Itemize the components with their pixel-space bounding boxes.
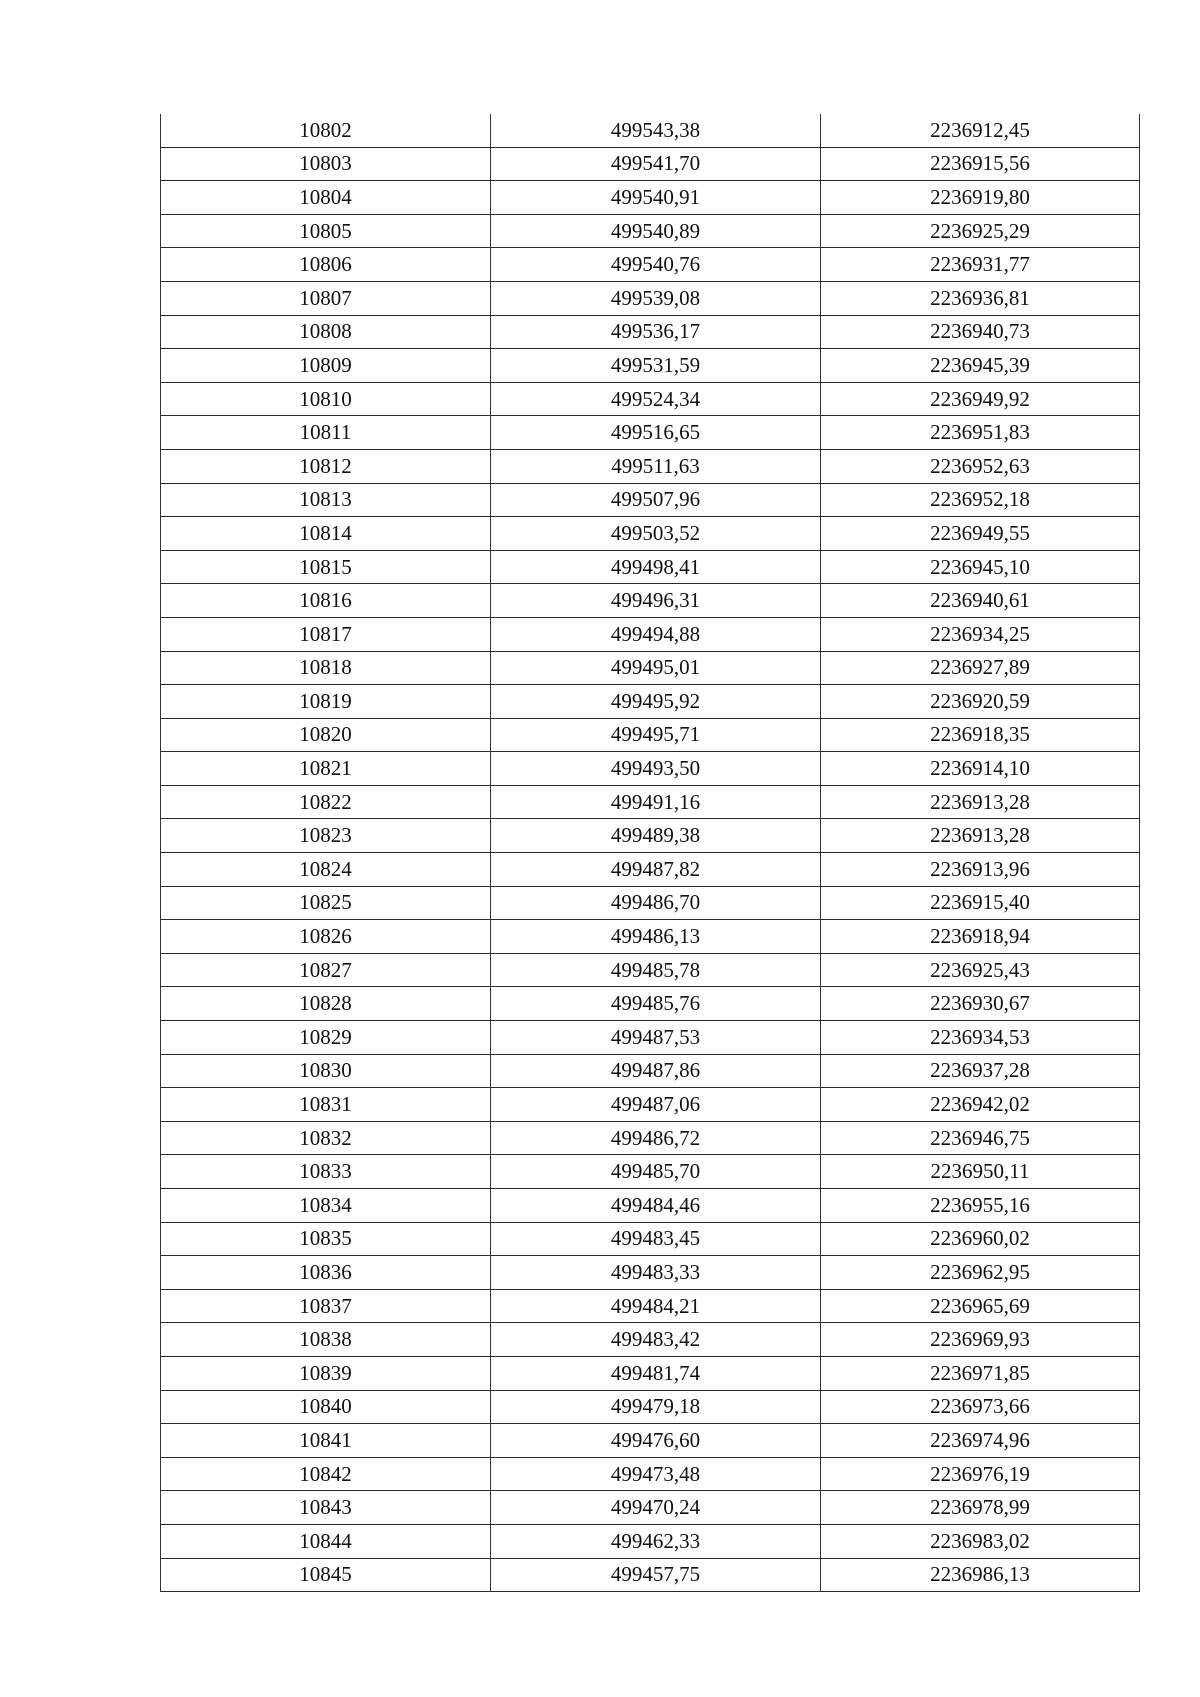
table-row (161, 114, 1140, 147)
y-coordinate-cell: 2236983,02 (821, 1524, 1140, 1558)
table-row (161, 1021, 1140, 1055)
x-coordinate-cell: 499540,89 (491, 214, 821, 248)
x-coordinate-cell: 499495,01 (491, 651, 821, 685)
x-coordinate-cell: 499485,70 (491, 1155, 821, 1189)
y-coordinate-cell: 2236918,94 (821, 920, 1140, 954)
point-number-cell: 10843 (161, 1491, 491, 1525)
table-row (161, 617, 1140, 651)
x-coordinate-cell: 499476,60 (491, 1424, 821, 1458)
x-coordinate-cell: 499462,33 (491, 1524, 821, 1558)
table-row (161, 1054, 1140, 1088)
x-coordinate-cell: 499503,52 (491, 517, 821, 551)
x-coordinate-cell: 499487,53 (491, 1021, 821, 1055)
y-coordinate-cell: 2236913,28 (821, 785, 1140, 819)
table-row (161, 953, 1140, 987)
table-row (161, 1155, 1140, 1189)
point-number-cell: 10811 (161, 416, 491, 450)
x-coordinate-cell: 499485,76 (491, 987, 821, 1021)
table-row (161, 819, 1140, 853)
y-coordinate-cell: 2236960,02 (821, 1222, 1140, 1256)
y-coordinate-cell: 2236913,96 (821, 853, 1140, 887)
x-coordinate-cell: 499486,70 (491, 886, 821, 920)
point-number-cell: 10818 (161, 651, 491, 685)
y-coordinate-cell: 2236920,59 (821, 685, 1140, 719)
table-row (161, 1256, 1140, 1290)
table-row (161, 1390, 1140, 1424)
table-row (161, 1222, 1140, 1256)
y-coordinate-cell: 2236927,89 (821, 651, 1140, 685)
x-coordinate-cell: 499507,96 (491, 483, 821, 517)
y-coordinate-cell: 2236971,85 (821, 1356, 1140, 1390)
point-number-cell: 10844 (161, 1524, 491, 1558)
y-coordinate-cell: 2236949,55 (821, 517, 1140, 551)
table-row (161, 449, 1140, 483)
table-row (161, 248, 1140, 282)
table-row (161, 181, 1140, 215)
y-coordinate-cell: 2236945,10 (821, 550, 1140, 584)
y-coordinate-cell: 2236942,02 (821, 1088, 1140, 1122)
y-coordinate-cell: 2236925,43 (821, 953, 1140, 987)
table-row (161, 1356, 1140, 1390)
point-number-cell: 10814 (161, 517, 491, 551)
y-coordinate-cell: 2236951,83 (821, 416, 1140, 450)
y-coordinate-cell: 2236940,73 (821, 315, 1140, 349)
table-row (161, 987, 1140, 1021)
point-number-cell: 10809 (161, 349, 491, 383)
x-coordinate-cell: 499524,34 (491, 382, 821, 416)
point-number-cell: 10842 (161, 1457, 491, 1491)
x-coordinate-cell: 499481,74 (491, 1356, 821, 1390)
y-coordinate-cell: 2236976,19 (821, 1457, 1140, 1491)
x-coordinate-cell: 499495,92 (491, 685, 821, 719)
point-number-cell: 10833 (161, 1155, 491, 1189)
x-coordinate-cell: 499486,72 (491, 1121, 821, 1155)
point-number-cell: 10841 (161, 1424, 491, 1458)
table-row (161, 752, 1140, 786)
x-coordinate-cell: 499483,45 (491, 1222, 821, 1256)
coordinates-table (160, 114, 1140, 1592)
table-row (161, 483, 1140, 517)
point-number-cell: 10829 (161, 1021, 491, 1055)
table-row (161, 920, 1140, 954)
y-coordinate-cell: 2236912,45 (821, 114, 1140, 147)
x-coordinate-cell: 499457,75 (491, 1558, 821, 1592)
table-row (161, 1088, 1140, 1122)
table-row (161, 718, 1140, 752)
y-coordinate-cell: 2236934,25 (821, 617, 1140, 651)
x-coordinate-cell: 499479,18 (491, 1390, 821, 1424)
point-number-cell: 10817 (161, 617, 491, 651)
y-coordinate-cell: 2236986,13 (821, 1558, 1140, 1592)
x-coordinate-cell: 499470,24 (491, 1491, 821, 1525)
table-row (161, 584, 1140, 618)
point-number-cell: 10831 (161, 1088, 491, 1122)
table-row (161, 517, 1140, 551)
x-coordinate-cell: 499543,38 (491, 114, 821, 147)
point-number-cell: 10836 (161, 1256, 491, 1290)
x-coordinate-cell: 499483,42 (491, 1323, 821, 1357)
y-coordinate-cell: 2236934,53 (821, 1021, 1140, 1055)
y-coordinate-cell: 2236937,28 (821, 1054, 1140, 1088)
x-coordinate-cell: 499494,88 (491, 617, 821, 651)
y-coordinate-cell: 2236974,96 (821, 1424, 1140, 1458)
point-number-cell: 10838 (161, 1323, 491, 1357)
table-row (161, 886, 1140, 920)
y-coordinate-cell: 2236950,11 (821, 1155, 1140, 1189)
y-coordinate-cell: 2236914,10 (821, 752, 1140, 786)
point-number-cell: 10806 (161, 248, 491, 282)
y-coordinate-cell: 2236952,18 (821, 483, 1140, 517)
point-number-cell: 10808 (161, 315, 491, 349)
x-coordinate-cell: 499498,41 (491, 550, 821, 584)
point-number-cell: 10823 (161, 819, 491, 853)
y-coordinate-cell: 2236965,69 (821, 1289, 1140, 1323)
y-coordinate-cell: 2236940,61 (821, 584, 1140, 618)
y-coordinate-cell: 2236949,92 (821, 382, 1140, 416)
point-number-cell: 10819 (161, 685, 491, 719)
x-coordinate-cell: 499486,13 (491, 920, 821, 954)
point-number-cell: 10821 (161, 752, 491, 786)
point-number-cell: 10834 (161, 1189, 491, 1223)
point-number-cell: 10815 (161, 550, 491, 584)
x-coordinate-cell: 499495,71 (491, 718, 821, 752)
point-number-cell: 10802 (161, 114, 491, 147)
table-row (161, 785, 1140, 819)
point-number-cell: 10804 (161, 181, 491, 215)
point-number-cell: 10845 (161, 1558, 491, 1592)
y-coordinate-cell: 2236969,93 (821, 1323, 1140, 1357)
point-number-cell: 10826 (161, 920, 491, 954)
table-row (161, 1121, 1140, 1155)
point-number-cell: 10837 (161, 1289, 491, 1323)
table-row (161, 281, 1140, 315)
x-coordinate-cell: 499493,50 (491, 752, 821, 786)
coordinates-table-body (161, 114, 1140, 1592)
x-coordinate-cell: 499485,78 (491, 953, 821, 987)
y-coordinate-cell: 2236978,99 (821, 1491, 1140, 1525)
y-coordinate-cell: 2236973,66 (821, 1390, 1140, 1424)
y-coordinate-cell: 2236945,39 (821, 349, 1140, 383)
x-coordinate-cell: 499487,82 (491, 853, 821, 887)
table-row (161, 214, 1140, 248)
y-coordinate-cell: 2236925,29 (821, 214, 1140, 248)
point-number-cell: 10824 (161, 853, 491, 887)
x-coordinate-cell: 499540,91 (491, 181, 821, 215)
x-coordinate-cell: 499516,65 (491, 416, 821, 450)
point-number-cell: 10832 (161, 1121, 491, 1155)
table-row (161, 315, 1140, 349)
table-row (161, 147, 1140, 181)
table-row (161, 550, 1140, 584)
x-coordinate-cell: 499491,16 (491, 785, 821, 819)
point-number-cell: 10810 (161, 382, 491, 416)
x-coordinate-cell: 499484,21 (491, 1289, 821, 1323)
x-coordinate-cell: 499536,17 (491, 315, 821, 349)
table-row (161, 685, 1140, 719)
point-number-cell: 10840 (161, 1390, 491, 1424)
table-row (161, 1524, 1140, 1558)
x-coordinate-cell: 499483,33 (491, 1256, 821, 1290)
point-number-cell: 10812 (161, 449, 491, 483)
table-row (161, 416, 1140, 450)
table-row (161, 1491, 1140, 1525)
y-coordinate-cell: 2236962,95 (821, 1256, 1140, 1290)
y-coordinate-cell: 2236930,67 (821, 987, 1140, 1021)
point-number-cell: 10807 (161, 281, 491, 315)
y-coordinate-cell: 2236913,28 (821, 819, 1140, 853)
y-coordinate-cell: 2236936,81 (821, 281, 1140, 315)
point-number-cell: 10827 (161, 953, 491, 987)
y-coordinate-cell: 2236931,77 (821, 248, 1140, 282)
x-coordinate-cell: 499484,46 (491, 1189, 821, 1223)
table-row (161, 349, 1140, 383)
x-coordinate-cell: 499496,31 (491, 584, 821, 618)
y-coordinate-cell: 2236952,63 (821, 449, 1140, 483)
point-number-cell: 10816 (161, 584, 491, 618)
y-coordinate-cell: 2236915,40 (821, 886, 1140, 920)
table-row (161, 1457, 1140, 1491)
x-coordinate-cell: 499489,38 (491, 819, 821, 853)
point-number-cell: 10805 (161, 214, 491, 248)
point-number-cell: 10839 (161, 1356, 491, 1390)
x-coordinate-cell: 499487,06 (491, 1088, 821, 1122)
point-number-cell: 10835 (161, 1222, 491, 1256)
table-row (161, 1558, 1140, 1592)
point-number-cell: 10803 (161, 147, 491, 181)
y-coordinate-cell: 2236919,80 (821, 181, 1140, 215)
table-row (161, 651, 1140, 685)
point-number-cell: 10828 (161, 987, 491, 1021)
y-coordinate-cell: 2236946,75 (821, 1121, 1140, 1155)
table-row (161, 1424, 1140, 1458)
x-coordinate-cell: 499511,63 (491, 449, 821, 483)
point-number-cell: 10830 (161, 1054, 491, 1088)
table-row (161, 1323, 1140, 1357)
y-coordinate-cell: 2236915,56 (821, 147, 1140, 181)
y-coordinate-cell: 2236955,16 (821, 1189, 1140, 1223)
point-number-cell: 10820 (161, 718, 491, 752)
table-row (161, 853, 1140, 887)
y-coordinate-cell: 2236918,35 (821, 718, 1140, 752)
point-number-cell: 10825 (161, 886, 491, 920)
x-coordinate-cell: 499539,08 (491, 281, 821, 315)
x-coordinate-cell: 499531,59 (491, 349, 821, 383)
point-number-cell: 10813 (161, 483, 491, 517)
table-row (161, 1289, 1140, 1323)
x-coordinate-cell: 499541,70 (491, 147, 821, 181)
table-row (161, 382, 1140, 416)
x-coordinate-cell: 499487,86 (491, 1054, 821, 1088)
point-number-cell: 10822 (161, 785, 491, 819)
table-row (161, 1189, 1140, 1223)
x-coordinate-cell: 499473,48 (491, 1457, 821, 1491)
x-coordinate-cell: 499540,76 (491, 248, 821, 282)
